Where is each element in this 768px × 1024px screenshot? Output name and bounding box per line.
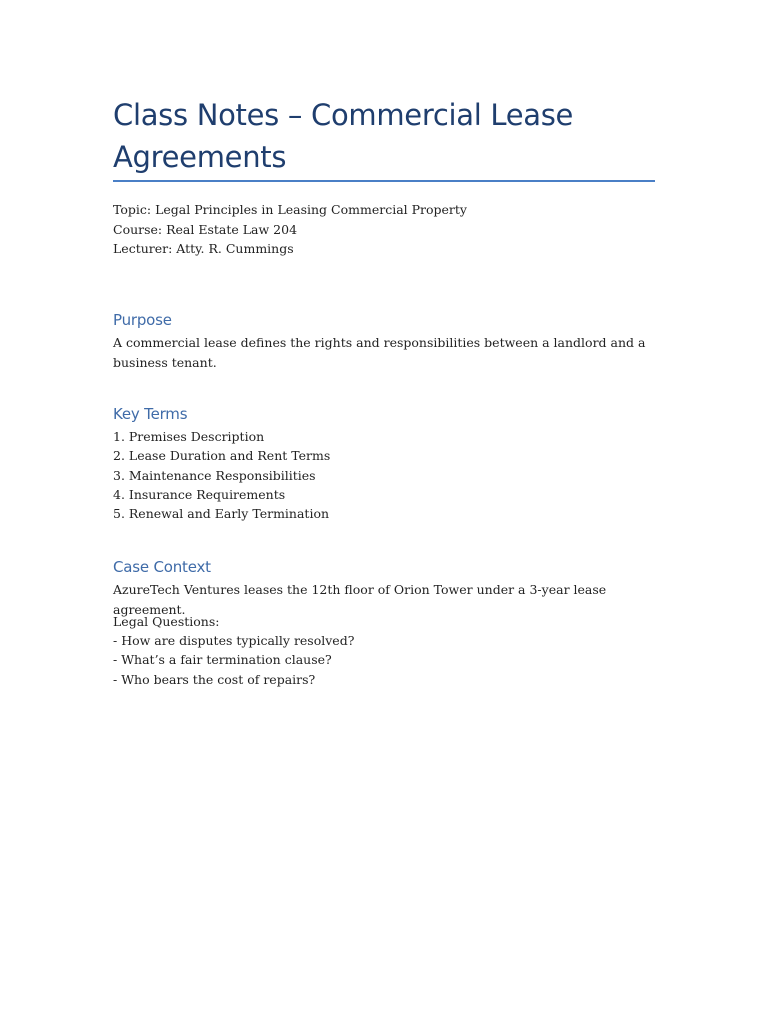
case-context-text: AzureTech Ventures leases the 12th floor of Orion Tower under a 3-year lease agreement.	[113, 582, 607, 617]
key-terms-heading: Key Terms	[113, 405, 188, 423]
document-title: Class Notes – Commercial Lease Agreements	[113, 98, 574, 174]
meta-lecturer: Lecturer: Atty. R. Cummings	[113, 241, 294, 256]
legal-questions-list	[113, 631, 658, 689]
list-item: 3. Maintenance Responsibilities	[113, 467, 316, 483]
legal-questions-label: Legal Questions:	[113, 614, 220, 629]
key-terms-list	[113, 427, 658, 523]
meta-topic: Topic: Legal Principles in Leasing Commercial Property	[113, 202, 467, 217]
list-item: 5. Renewal and Early Termination	[113, 506, 330, 522]
list-item: 1. Premises Description	[113, 429, 265, 444]
list-item: 2. Lease Duration and Rent Terms	[113, 448, 331, 464]
purpose-heading: Purpose	[113, 311, 172, 329]
list-item: 4. Insurance Requirements	[113, 486, 286, 502]
title-divider	[113, 180, 655, 182]
list-item: - What’s a fair termination clause?	[113, 652, 332, 668]
purpose-text: A commercial lease defines the rights and responsibilities between a landlord and a business tenant.	[113, 335, 646, 370]
meta-course: Course: Real Estate Law 204	[113, 221, 298, 237]
document-meta	[113, 200, 673, 259]
list-item: - Who bears the cost of repairs?	[113, 671, 316, 687]
list-item: - How are disputes typically resolved?	[113, 633, 355, 648]
case-context-heading: Case Context	[113, 558, 211, 576]
